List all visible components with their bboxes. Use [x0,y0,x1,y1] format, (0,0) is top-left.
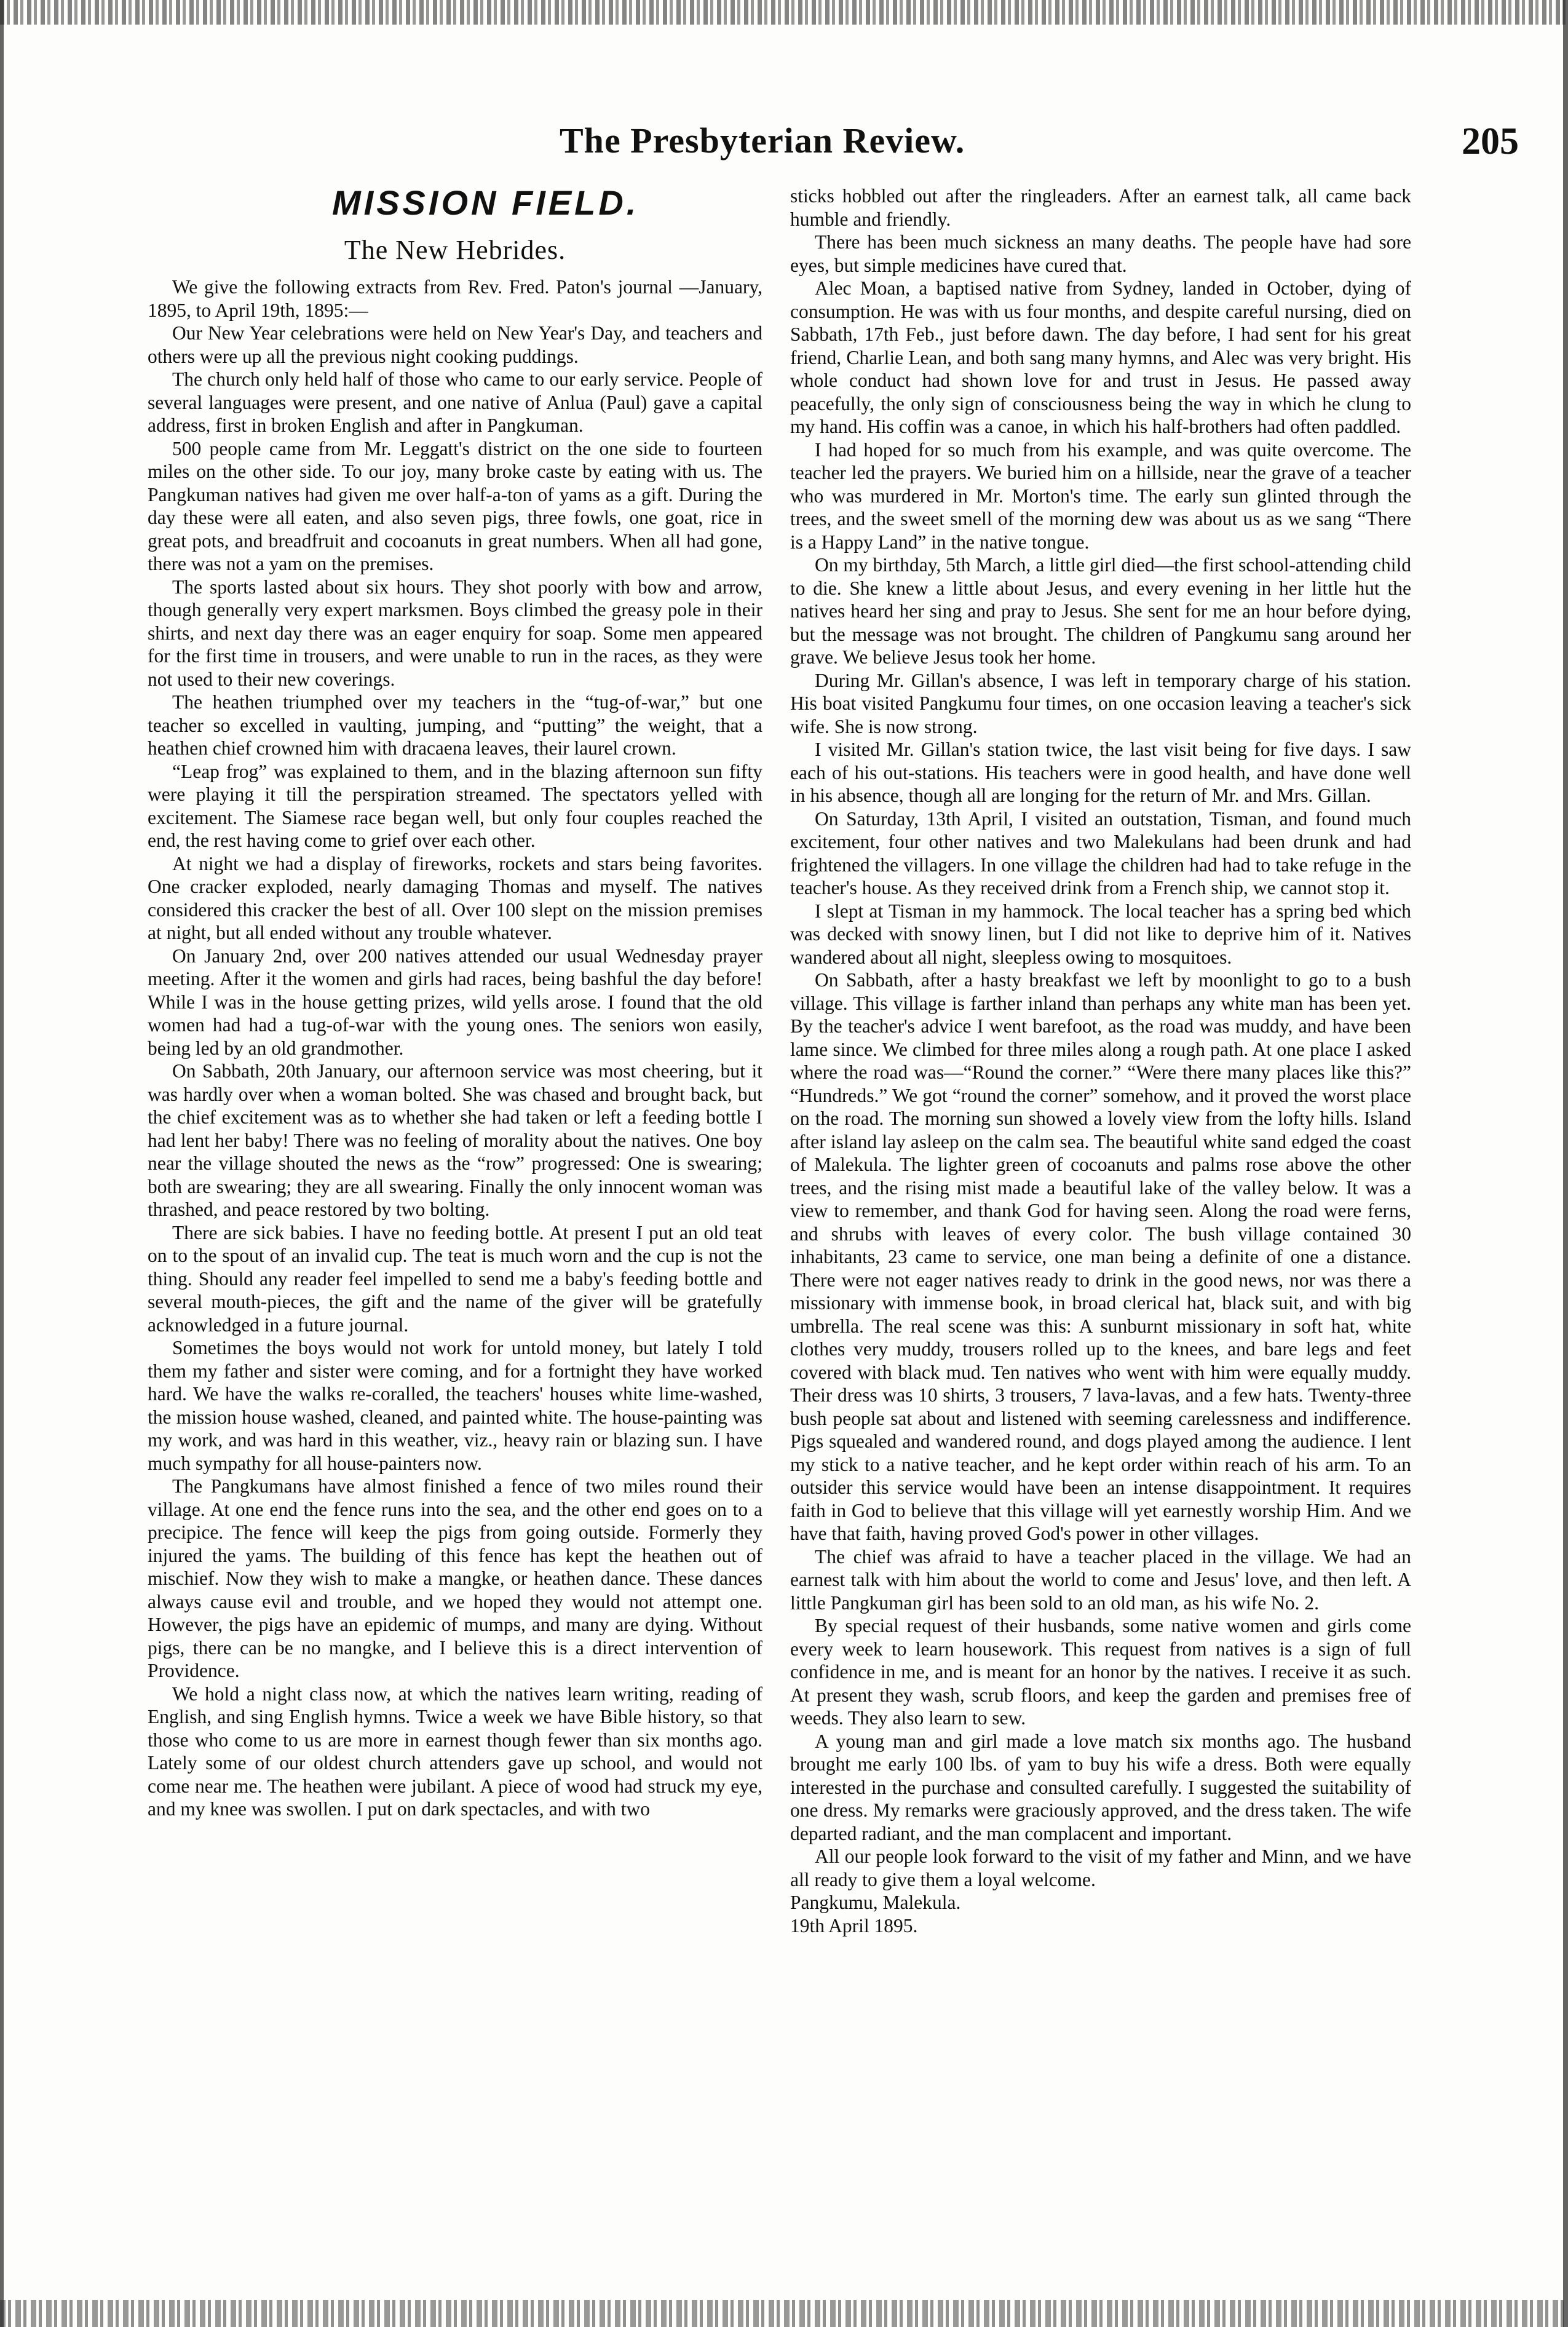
left-column [148,178,762,1821]
paragraph: We hold a night class now, at which the natives learn writing, reading of English, and sing English hymns. Twice a week we have Bible history, so that those who come to us are more in earnest though fewer than six months ago. Lately some of our oldest church attenders gave up school, and would not come near me. The heathen were jubilant. A piece of wood had struck my eye, and my knee was swollen. I put on dark spectacles, and with two [148,1683,762,1820]
running-head [37,120,1519,175]
paragraph: We give the following extracts from Rev. Fred. Paton's journal —January, 1895, to April 19th, 1895:— [148,276,762,321]
paragraph: The church only held half of those who came to our early service. People of several languages were present, and one native of Anlua (Paul) gave a capital address, first in broken English and after in Pangkuman. [148,368,762,436]
paragraph: I slept at Tisman in my hammock. The local teacher has a spring bed which was decked with snowy linen, but I did not like to deprive him of it. Natives wandered about all night, sleepless owing to mosquitoes. [790,900,1411,968]
paragraph: On Saturday, 13th April, I visited an outstation, Tisman, and found much excitement, four other natives and two Malekulans had been drunk and had frightened the villagers. In one village the children had had to take refuge in the teacher's house. As they received drink from a French ship, we cannot stop it. [790,807,1411,898]
paragraph: I visited Mr. Gillan's station twice, the last visit being for five days. I saw each of his out-stations. His teachers were in good health, and have done well in his absence, though all are longing for the return of Mr. and Mrs. Gillan. [790,739,1411,806]
paragraph: sticks hobbled out after the ringleaders. After an earnest talk, all came back humble and friendly. [790,185,1411,230]
paragraph: The heathen triumphed over my teachers in the “tug-of-war,” but one teacher so excelled in vaulting, jumping, and “putting” the weight, that a heathen chief crowned him with dracaena leaves, their laurel crown. [148,691,762,759]
paragraph: There are sick babies. I have no feeding bottle. At present I put an old teat on to the spout of an invalid cup. The teat is much worn and the cup is not the thing. Should any reader feel impelled to send me a baby's feeding bottle and several mouth-pieces, the gift and the name of the giver will be gratefully acknowledged in a future journal. [148,1221,762,1336]
signoff-date: 19th April 1895. [790,1914,918,1937]
paragraph: During Mr. Gillan's absence, I was left in temporary charge of his station. His boat visited Pangkumu four times, on one occasion leaving a teacher's sick wife. She is now strong. [790,669,1411,737]
paragraph: On Sabbath, 20th January, our afternoon service was most cheering, but it was hardly over when a woman bolted. She was chased and brought back, but the chief excitement was as to whether she had taken or left a feeding bottle I had lent her baby! There was no feeling of morality about the natives. One boy near the village shouted the news as the “row” progressed: One is swearing; both are swearing; they are all swearing. Finally the only innocent woman was thrashed, and peace restored by two bolting. [148,1060,762,1220]
scan-edge-left [0,0,4,2327]
paragraph: A young man and girl made a love match six months ago. The husband brought me early 100 lbs. of yam to buy his wife a dress. Both were equally interested in the purchase and consulted carefully. I suggested the suitability of one dress. My remarks were graciously approved, and the dress taken. The wife departed radiant, and the man complacent and important. [790,1730,1411,1844]
paragraph: The chief was afraid to have a teacher placed in the village. We had an earnest talk with him about the world to come and Jesus' love, and then left. A little Pangkuman girl has been sold to an old man, as his wife No. 2. [790,1545,1411,1614]
scan-edge-bottom [0,2300,1568,2327]
paragraph: 500 people came from Mr. Leggatt's district on the one side to fourteen miles on the other side. To our joy, many broke caste by eating with us. The Pangkuman natives had given me over half-a-ton of yams as a gift. During the day these were all eaten, and also seven pigs, three fowls, one goat, rice in great pots, and breadfruit and cocoanuts in great numbers. When all had gone, there was not a yam on the premises. [148,437,762,574]
scan-edge-right [1563,0,1568,2327]
paragraph: By special request of their husbands, some native women and girls come every week to learn housework. This request from natives is a sign of full confidence in me, and is meant for an honor by the natives. I receive it as such. At present they wash, scrub floors, and keep the garden and premises free of weeds. They also learn to sew. [790,1615,1411,1729]
journal-title: The Presbyterian Review. [560,121,965,161]
paragraph: The sports lasted about six hours. They shot poorly with bow and arrow, though generally very expert marksmen. Boys climbed the greasy pole in their shirts, and next day there was an eager enquiry for soap. Some men appeared for the first time in trousers, and were unable to run in the races, as they were not used to their new coverings. [148,576,762,690]
right-column [790,184,1411,1937]
paragraph: Our New Year celebrations were held on New Year's Day, and teachers and others were up all the previous night cooking puddings. [148,322,762,367]
paragraph: The Pangkumans have almost finished a fence of two miles round their village. At one end the fence runs into the sea, and the other end goes on to a precipice. The fence will keep the pigs from going outside. Formerly they injured the yams. The building of this fence has kept the heathen out of mischief. Now they wish to make a mangke, or heathen dance. These dances always cause evil and trouble, and we hoped they would not attempt one. However, the pigs have an epidemic of mumps, and many are dying. Without pigs, there can be no mangke, and I believe this is a direct intervention of Providence. [148,1475,762,1681]
paragraph: “Leap frog” was explained to them, and in the blazing afternoon sun fifty were playing it till the perspiration streamed. The spectators yelled with excitement. The Siamese race began well, but only four couples reached the end, the rest having come to grief over each other. [148,760,762,851]
paragraph: On Sabbath, after a hasty breakfast we left by moonlight to go to a bush village. This village is farther inland than perhaps any white man has been yet. By the teacher's advice I went barefoot, as the road was muddy, and have been lame since. We climbed for three miles along a rough path. At one place I asked where the road was—“Round the corner.” “Were there many places like this?” “Hundreds.” We got “round the corner” somehow, and it proved the worst place on the road. The morning sun showed a lovely view from the lofty hills. Island after island lay asleep on the calm sea. The beautiful white sand edged the coast of Malekula. The lighter green of cocoanuts and palms rose above the other trees, and the rising mist made a beautiful lake of the valley below. It was a view to remember, and thank God for having seen. Along the road were ferns, and shrubs with leaves of every color. The bush village contained 30 inhabitants, 23 came to service, one man being a definite of one a distance. There were not eager natives ready to drink in the good news, nor was there a missionary with immense book, in broad clerical hat, black suit, and with big umbrella. The real scene was this: A sunburnt missionary in soft hat, white clothes very muddy, trousers rolled up to the knees, and bare legs and feet covered with black mud. Ten natives who went with him were equally muddy. Their dress was 10 shirts, 3 trousers, 7 lava-lavas, and a few hats. Twenty-three bush people sat about and listened with seeming carelessness and indifference. Pigs squealed and wandered round, and dogs played among the audience. I lent my stick to a native teacher, and he kept order within reach of his arm. To an outsider this service would have been an intense disappointment. It requires faith in God to believe that this village will yet earnestly worship Him. And we have that faith, having proved God's power in other villages. [790,969,1411,1544]
paragraph: At night we had a display of fireworks, rockets and stars being favorites. One cracker exploded, nearly damaging Thomas and myself. The natives considered this cracker the best of all. Over 100 slept on the mission premises at night, but all ended without any trouble whatever. [148,852,762,943]
section-heading: MISSION FIELD. [332,183,639,222]
paragraph: All our people look forward to the visit of my father and Minn, and we have all ready to give them a loyal welcome. [790,1845,1411,1890]
paragraph: Alec Moan, a baptised native from Sydney, landed in October, dying of consumption. He was with us four months, and despite careful nursing, died on Sabbath, 17th Feb., just before dawn. The day before, I had sent for his great friend, Charlie Lean, and both sang many hymns, and Alec was very bright. His whole conduct had shown love for and trust in Jesus. He passed away peacefully, the only sign of consciousness being the way in which he clung to my hand. His coffin was a canoe, in which his half-brothers had often paddled. [790,277,1411,437]
paragraph: Sometimes the boys would not work for untold money, but lately I told them my father and sister were coming, and for a fortnight they have worked hard. We have the walks re-coralled, the teachers' houses white lime-washed, the mission house washed, cleaned, and painted white. The house-painting was my work, and was hard in this weather, viz., heavy rain or blazing sun. I have much sympathy for all house-painters now. [148,1337,762,1474]
paragraph: There has been much sickness an many deaths. The people have had sore eyes, but simple medicines have cured that. [790,231,1411,276]
paragraph: On my birthday, 5th March, a little girl died—the first school-attending child to die. She knew a little about Jesus, and every evening in her little hut the natives heard her sing and pray to Jesus. She sent for me an hour before dying, but the message was not brought. The children of Pangkumu sang around her grave. We believe Jesus took her home. [790,554,1411,668]
signoff-place: Pangkumu, Malekula. [790,1892,961,1913]
page-number: 205 [1462,121,1519,162]
paragraph: I had hoped for so much from his example, and was quite overcome. The teacher led the prayers. We buried him on a hillside, near the grave of a teacher who was murdered in Mr. Morton's time. The early sun glinted through the trees, and the sweet smell of the morning dew was about us as we sang “There is a Happy Land” in the native tongue. [790,438,1411,553]
article-subheading: The New Hebrides. [344,235,566,265]
paragraph: On January 2nd, over 200 natives attended our usual Wednesday prayer meeting. After it the women and girls had races, being bashful the day before! While I was in the house getting prizes, wild yells arose. I found that the old women had had a tug-of-war with the young ones. The seniors won easily, being led by an old grandmother. [148,945,762,1059]
scan-edge-top [0,0,1568,25]
